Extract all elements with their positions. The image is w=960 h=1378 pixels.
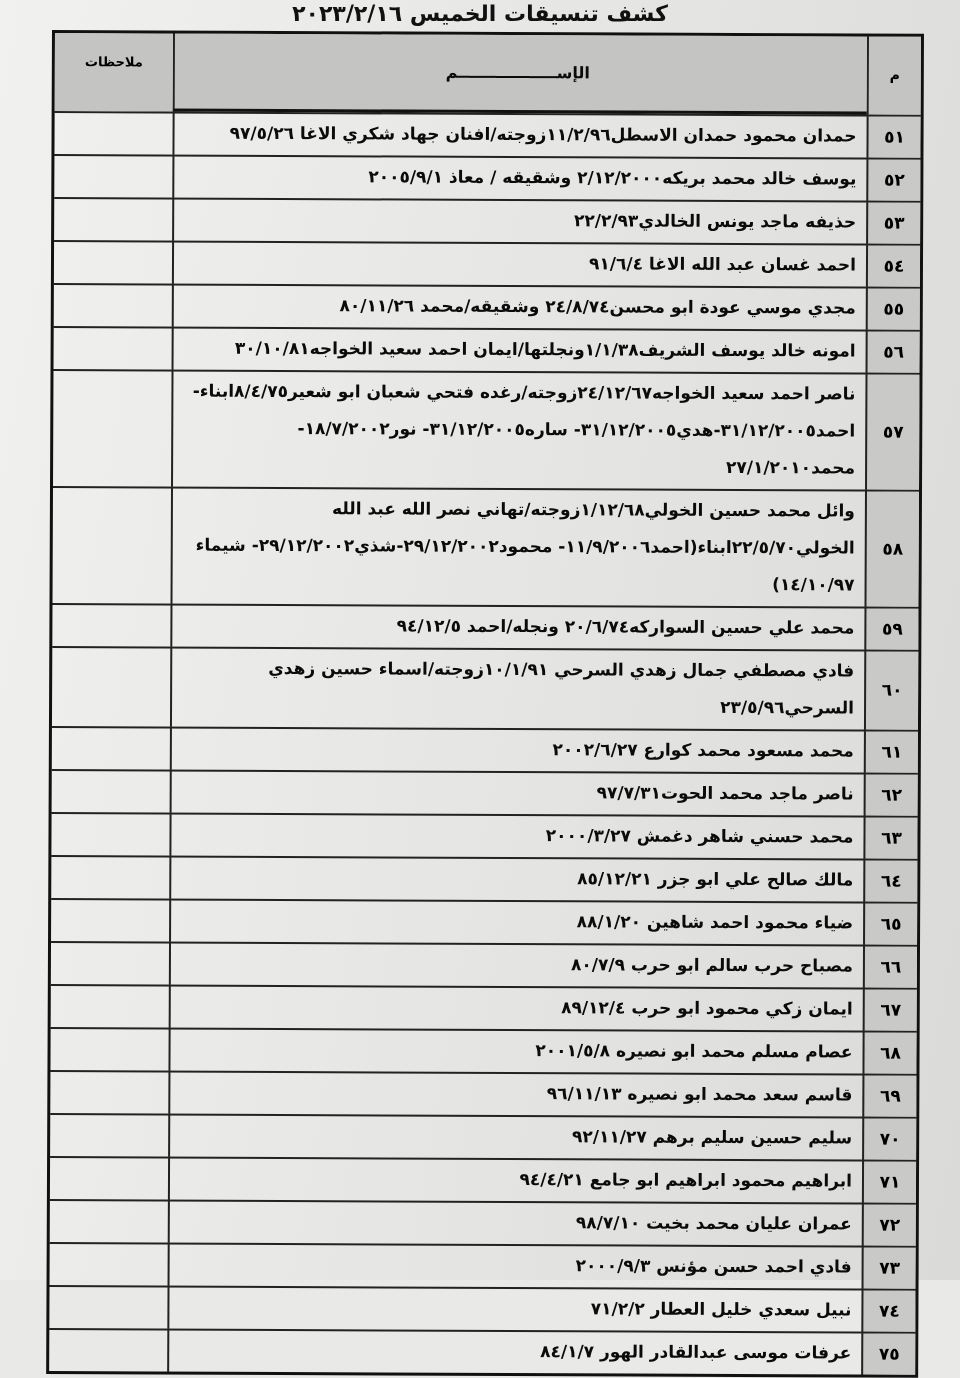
coordination-table	[46, 30, 924, 1378]
row-number: ٧٥	[861, 1334, 915, 1375]
table-row	[53, 371, 920, 492]
row-notes	[50, 1115, 168, 1157]
row-name: فادي مصطفي جمال زهدي السرحي ١٠/١/٩١زوجته/اسماء حسين زهدي السرحي٢٣/٥/٩٦	[170, 649, 864, 730]
row-notes	[52, 771, 170, 813]
header-notes: ملاحظات	[55, 33, 173, 112]
row-name: قاسم سعد محمد ابو نصيره ٩٦/١١/١٣	[168, 1073, 862, 1117]
row-name: ناصر ماجد محمد الحوت٩٧/٧/٣١	[170, 772, 864, 816]
row-number: ٧٤	[861, 1291, 915, 1332]
row-number: ٥٣	[866, 203, 920, 244]
table-row	[52, 488, 919, 609]
row-notes	[54, 156, 172, 198]
row-number: ٥١	[866, 117, 920, 158]
row-number: ٦٦	[863, 947, 917, 988]
row-name: ضياء محمود احمد شاهين ٨٨/١/٢٠	[169, 901, 863, 945]
row-name: حذيفه ماجد يونس الخالدي٢٢/٢/٩٣	[172, 200, 866, 244]
table-row	[54, 285, 920, 332]
table-row	[54, 113, 920, 160]
row-name: احمد غسان عبد الله الاغا ٩١/٦/٤	[172, 243, 866, 287]
row-notes	[50, 1201, 168, 1243]
row-notes	[51, 814, 169, 856]
table-body	[49, 113, 920, 1375]
row-notes	[51, 943, 169, 985]
row-name: ابراهيم محمود ابراهيم ابو جامع ٩٤/٤/٢١	[168, 1159, 862, 1203]
header-name-label: الإســــــــــــــــــم	[445, 62, 590, 83]
row-number: ٦٥	[863, 904, 917, 945]
table-row	[51, 986, 917, 1033]
header-number: م	[867, 37, 921, 115]
row-notes	[54, 113, 172, 155]
row-name: محمد علي حسين السواركه٢٠/٦/٧٤ ونجله/احمد ٩٤/١٢/٥	[170, 606, 864, 650]
table-row	[54, 242, 920, 289]
row-notes	[52, 648, 170, 727]
row-number: ٥٨	[864, 492, 919, 607]
row-name: حمدان محمود حمدان الاسطل١١/٢/٩٦زوجته/افنان جهاد شكري الاغا ٩٧/٥/٢٦	[172, 114, 866, 158]
row-name: يوسف خالد محمد بريكه٢/١٢/٢٠٠٠ وشقيقه / معاذ ٢٠٠٥/٩/١	[172, 157, 866, 201]
row-notes	[50, 1072, 168, 1114]
table-row	[54, 328, 920, 375]
row-notes	[51, 857, 169, 899]
table-row	[49, 1330, 915, 1375]
row-notes	[50, 1244, 168, 1286]
row-name: مصباح حرب سالم ابو حرب ٨٠/٧/٩	[169, 944, 863, 988]
row-name: مالك صالح علي ابو جزر ٨٥/١٢/٢١	[169, 858, 863, 902]
row-name: محمد حسني شاهر دغمش ٢٠٠٠/٣/٢٧	[169, 815, 863, 859]
row-number: ٥٥	[866, 289, 920, 330]
table-row	[50, 1029, 916, 1076]
row-notes	[51, 900, 169, 942]
row-number: ٧١	[862, 1162, 916, 1203]
row-name: عصام مسلم محمد ابو نصيره ٢٠٠١/٥/٨	[168, 1030, 862, 1074]
row-notes	[54, 242, 172, 284]
table-row	[50, 1201, 916, 1248]
row-number: ٥٧	[865, 375, 920, 490]
row-notes	[54, 285, 172, 327]
row-number: ٦٢	[864, 775, 918, 816]
row-number: ٧٣	[862, 1248, 916, 1289]
table-row	[49, 1287, 915, 1334]
table-row	[52, 605, 918, 652]
table-row	[51, 857, 917, 904]
table-row	[51, 943, 917, 990]
row-number: ٦١	[864, 732, 918, 773]
row-name: نبيل سعدي خليل العطار ٧١/٢/٢	[167, 1288, 861, 1332]
row-name: امونه خالد يوسف الشريف١/١/٣٨ونجلتها/ايمان احمد سعيد الخواجه٣٠/١٠/٨١	[172, 329, 866, 373]
row-name: ايمان زكي محمود ابو حرب ٨٩/١٢/٤	[169, 987, 863, 1031]
row-number: ٧٠	[862, 1119, 916, 1160]
row-number: ٥٤	[866, 246, 920, 287]
row-number: ٥٩	[864, 609, 918, 650]
row-number: ٥٦	[866, 332, 920, 373]
row-number: ٦٣	[863, 818, 917, 859]
row-notes	[52, 605, 170, 647]
table-row	[50, 1115, 916, 1162]
row-number: ٦٠	[864, 652, 918, 730]
row-name: سليم حسين سليم برهم ٩٢/١١/٢٧	[168, 1116, 862, 1160]
row-notes	[52, 728, 170, 770]
row-number: ٧٢	[862, 1205, 916, 1246]
row-number: ٥٢	[866, 160, 920, 201]
table-header	[55, 33, 921, 117]
row-notes	[51, 986, 169, 1028]
row-name: مجدي موسي عودة ابو محسن٢٤/٨/٧٤ وشقيقه/محمد ٨٠/١١/٢٦	[172, 286, 866, 330]
row-notes	[54, 199, 172, 241]
row-notes	[54, 328, 172, 370]
table-row	[52, 728, 918, 775]
row-number: ٦٨	[862, 1033, 916, 1074]
table-row	[54, 156, 920, 203]
row-notes	[49, 1330, 167, 1372]
row-number: ٦٤	[863, 861, 917, 902]
row-number: ٦٧	[863, 990, 917, 1031]
table-row	[51, 814, 917, 861]
table-row	[50, 1158, 916, 1205]
header-name	[173, 34, 867, 115]
table-row	[54, 199, 920, 246]
row-notes	[52, 488, 171, 604]
row-notes	[49, 1287, 167, 1329]
row-name: محمد مسعود محمد كوارع ٢٠٠٢/٦/٢٧	[170, 729, 864, 773]
row-notes	[50, 1029, 168, 1071]
row-notes	[50, 1158, 168, 1200]
table-row	[50, 1072, 916, 1119]
page-title: كشف تنسيقات الخميس ٢٠٢٣/٢/١٦	[292, 2, 668, 27]
row-number: ٦٩	[862, 1076, 916, 1117]
row-name: عمران عليان محمد بخيت ٩٨/٧/١٠	[168, 1202, 862, 1246]
row-notes	[53, 371, 172, 487]
row-name: فادي احمد حسن مؤنس ٢٠٠٠/٩/٣	[168, 1245, 862, 1289]
row-name: عرفات موسى عبدالقادر الهور ٨٤/١/٧	[167, 1331, 861, 1375]
table-row	[51, 900, 917, 947]
row-name: ناصر احمد سعيد الخواجه٢٤/١٢/٦٧زوجته/رغده فتحي شعبان ابو شعير٨/٤/٧٥ابناء- احمد٣١/١٢/٢٠٠٥-هدي٣١/١٢/٢٠٠٥- ساره٣١/١٢/٢٠٠٥- نور١٨/٧/٢٠٠٢- محمد٢٧/١/٢٠١٠	[171, 372, 865, 490]
table-row	[52, 648, 918, 732]
table-row	[52, 771, 918, 818]
row-name: وائل محمد حسين الخولي١/١٢/٦٨زوجته/تهاني نصر الله عبد الله الخولي٢٢/٥/٧٠ابناء(احمد١١/٩/٢٠٠٦- محمود٢٩/١٢/٢٠٠٢-شذي٢٩/١٢/٢٠٠٢- شيماء ١٤/١٠/٩٧)	[170, 489, 864, 607]
table-row	[50, 1244, 916, 1291]
